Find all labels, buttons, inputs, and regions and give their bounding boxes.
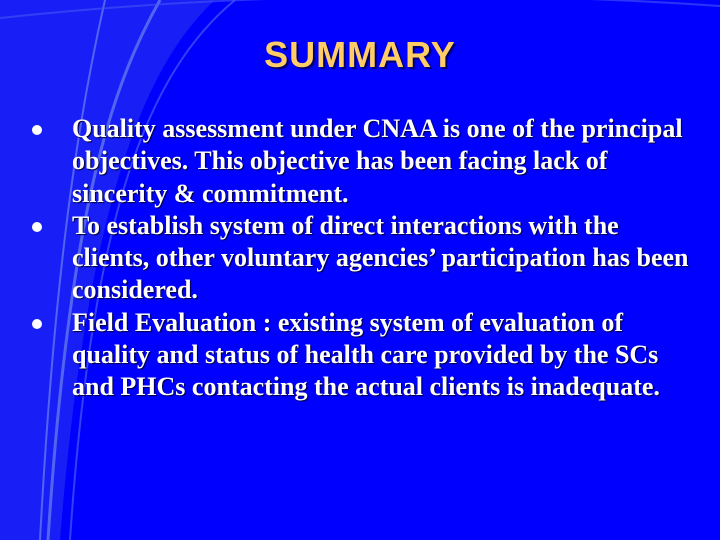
bullet-item — [30, 210, 700, 307]
bullet-item — [30, 307, 700, 404]
bullet-dot-icon — [32, 222, 42, 232]
bullet-dot-icon — [32, 319, 42, 329]
bullet-text: To establish system of direct interactions with the clients, other voluntary agencies’ participation has been considered. — [72, 210, 689, 305]
slide-title: SUMMARY — [264, 34, 456, 75]
bullet-text: Quality assessment under CNAA is one of the principal objectives. This objective has been facing lack of sincerity & commitment. — [72, 114, 683, 208]
bullet-list — [30, 113, 700, 404]
bullet-text: Field Evaluation : existing system of evaluation of quality and status of health care provided by the SCs and PHCs contacting the actual clients is inadequate. — [72, 307, 660, 402]
bullet-dot-icon — [32, 125, 42, 135]
bullet-item — [30, 113, 700, 210]
